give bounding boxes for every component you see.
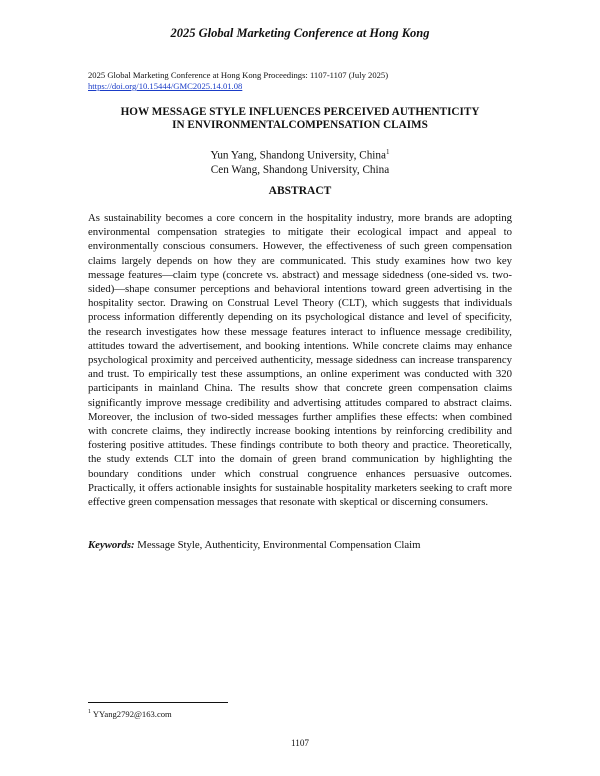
title-line-2: IN ENVIRONMENTALCOMPENSATION CLAIMS [172, 119, 428, 131]
footnote [88, 709, 172, 719]
doi-link[interactable]: https://doi.org/10.15444/GMC2025.14.01.08 [88, 81, 243, 91]
author-list [0, 145, 600, 177]
proceedings-citation: 2025 Global Marketing Conference at Hong Kong Proceedings: 1107-1107 (July 2025) [88, 70, 389, 80]
footnote-email: YYang2792@163.com [92, 709, 172, 719]
keywords-text: Message Style, Authenticity, Environmental Compensation Claim [137, 539, 421, 551]
author-2-text: Cen Wang, Shandong University, China [210, 163, 390, 176]
author-1 [0, 145, 600, 163]
abstract-heading: ABSTRACT [268, 185, 332, 197]
author-1-footnote-mark: 1 [385, 148, 390, 156]
keywords-label: Keywords: [88, 539, 135, 551]
paper-title [60, 106, 540, 132]
abstract-body: As sustainability becomes a core concern in the hospitality industry, more brands are adopting environmental compensation strategies to mitigate their ecological impact and appeal to environmentally conscious consumers. However, the effectiveness of such green compensation claims largely depends on how they are communicated. This study examines how two key message features—claim type (concrete vs. abstract) and message sidedness (one-sided vs. two-sided)—shape consumer perceptions and behavioral intentions toward green advertising in the hospitality sector. Drawing on Construal Level Theory (CLT), which suggests that individuals process information differently depending on its psychological distance and level of specificity, the research investigates how these message features interact to influence message credibility, attitudes toward the advertisement, and booking intentions. While concrete claims may enhance psychological proximity and perceived authenticity, message sidedness can increase transparency and trust. To empirically test these assumptions, an online experiment was conducted with 320 participants in mainland China. The results show that concrete green compensation claims significantly improve message credibility and advertising attitudes compared to abstract claims. Moreover, the inclusion of two-sided messages further amplifies these effects: when combined with concrete claims, they indirectly increase booking intentions by reinforcing credibility and fostering positive attitudes. These findings contribute to both theory and practice. Theoretically, the study extends CLT into the domain of green brand communication by highlighting the boundary conditions under which construal congruence enhances persuasive outcomes. Practically, it offers actionable insights for sustainable hospitality marketers seeking to craft more effective green compensation messages that resonate with skeptical or discerning consumers. [88, 212, 512, 509]
keywords [88, 539, 512, 551]
footnote-divider [88, 702, 228, 703]
author-1-text: Yun Yang, Shandong University, China [210, 149, 386, 162]
conference-header: 2025 Global Marketing Conference at Hong Kong [170, 26, 430, 40]
title-line-1: HOW MESSAGE STYLE INFLUENCES PERCEIVED AUTHENTICITY [120, 106, 480, 118]
footnote-mark: 1 [88, 709, 91, 716]
author-2 [0, 163, 600, 177]
page-number: 1107 [290, 738, 310, 748]
